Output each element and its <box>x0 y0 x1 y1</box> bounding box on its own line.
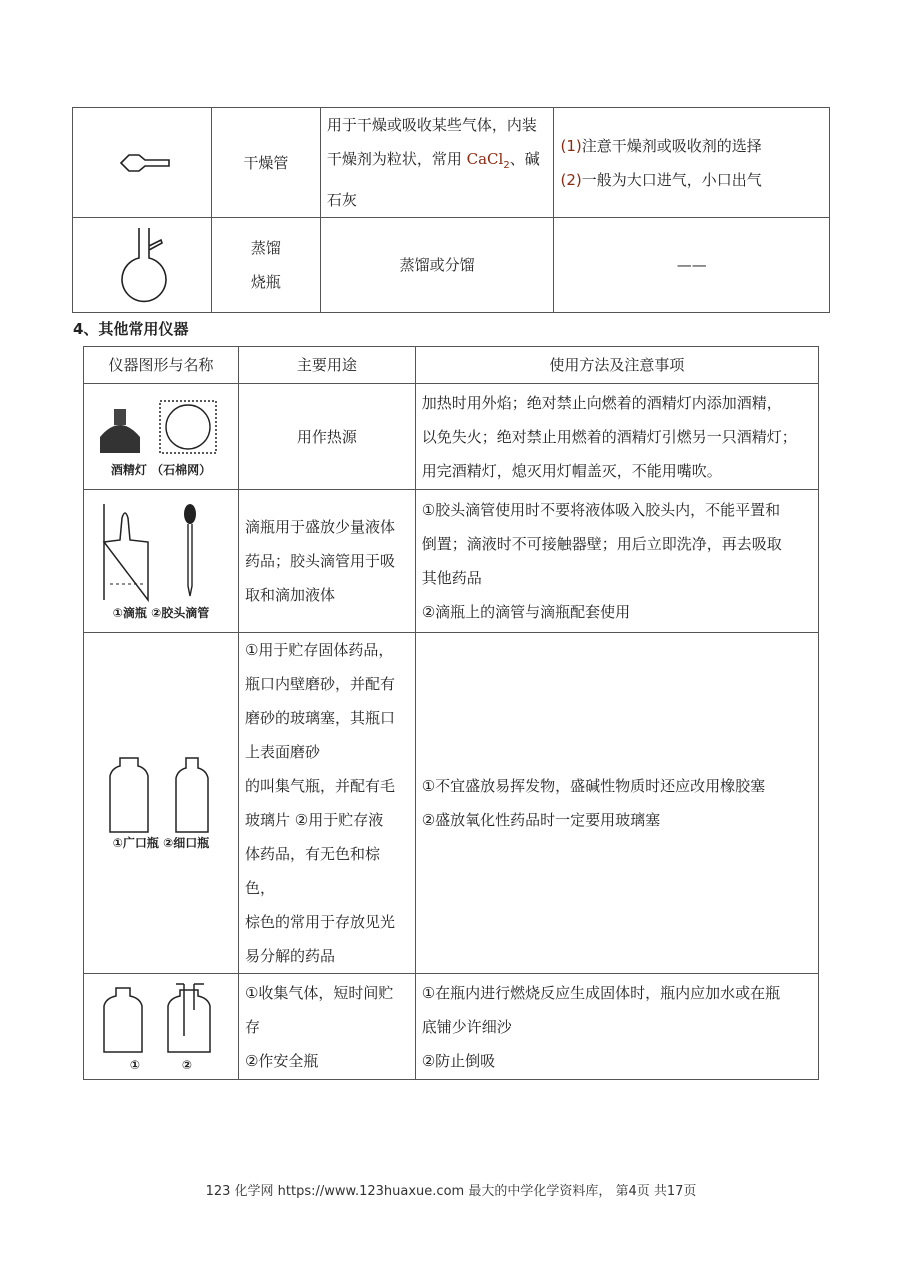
use-line <box>327 142 548 183</box>
table-row <box>73 218 830 313</box>
note-line: 以免失火；绝对禁止用燃着的酒精灯引燃另一只酒精灯； <box>421 427 797 446</box>
alcohol-lamp-figure <box>84 384 239 490</box>
note-line: 倒置；滴液时不可接触器壁；用后立即洗净，再去吸取 <box>421 535 782 553</box>
bottles-figure <box>84 633 239 974</box>
caption-dropper-bottle: ①滴瓶 <box>112 606 147 620</box>
use-line: 石灰 <box>326 191 357 209</box>
note-line <box>560 129 823 163</box>
formula-subscript: 2 <box>503 160 510 171</box>
section-title: 4、其他常用仪器 <box>73 320 189 338</box>
use-line: 的叫集气瓶，并配有毛 <box>244 777 395 795</box>
use-line: 取和滴加液体 <box>244 586 335 604</box>
use-line: 药品；胶头滴管用于吸 <box>244 552 395 570</box>
gas-bottle-figure <box>84 974 239 1080</box>
name-line: 烧瓶 <box>250 273 281 291</box>
note-line: ②防止倒吸 <box>421 1051 496 1070</box>
use-line: ①收集气体，短时间贮 <box>244 983 394 1002</box>
cacl2-formula: CaCl <box>466 150 504 168</box>
column-header: 使用方法及注意事项 <box>415 347 818 384</box>
note-line <box>560 163 823 197</box>
figure-caption <box>90 461 232 479</box>
drying-tube-use <box>320 108 554 218</box>
table-row <box>84 490 819 633</box>
caption-wide-bottle: ①广口瓶 <box>112 836 159 850</box>
caption-narrow-bottle: ②细口瓶 <box>163 836 210 850</box>
row-use <box>238 974 415 1080</box>
use-line: ①用于贮存固体药品， <box>244 641 394 659</box>
note-line: ①胶头滴管使用时不要将液体吸入胶头内，不能平置和 <box>421 501 781 519</box>
caption-bottle-1: ① <box>129 1057 141 1072</box>
reagent-bottles-icon <box>90 754 230 834</box>
note-line: ①不宜盛放易挥发物，盛碱性物质时还应改用橡胶塞 <box>421 777 766 795</box>
figure-caption <box>90 604 232 622</box>
table-row <box>84 384 819 490</box>
note-line: ①在瓶内进行燃烧反应生成固体时，瓶内应加水或在瓶 <box>421 983 781 1002</box>
note-line: 底铺少许细沙 <box>421 1017 512 1036</box>
use-line: ②作安全瓶 <box>244 1051 319 1070</box>
table-row <box>84 633 819 974</box>
distilling-flask-icon <box>79 220 205 310</box>
dropper-bottle-icon <box>90 500 230 604</box>
note-text: 一般为大口进气，小口出气 <box>581 170 762 189</box>
note-text: 注意干燥剂或吸收剂的选择 <box>581 136 762 155</box>
row-notes <box>415 633 818 974</box>
note-line: ②滴瓶上的滴管与滴瓶配套使用 <box>421 603 631 621</box>
caption-dropper: ②胶头滴管 <box>151 606 210 620</box>
row-notes <box>415 490 818 633</box>
figure-caption <box>90 834 232 852</box>
use-line: 存 <box>244 1017 260 1036</box>
note-number: (1) <box>560 136 582 155</box>
table-header-row <box>84 347 819 384</box>
distilling-flask-name <box>212 218 321 313</box>
dropper-figure <box>84 490 239 633</box>
use-text: 、碱 <box>509 150 540 168</box>
use-line: 玻璃片 ②用于贮存液 <box>244 811 384 829</box>
caption-bottle-2: ② <box>181 1057 193 1072</box>
use-line: 易分解的药品 <box>244 947 335 965</box>
note-line: 其他药品 <box>421 569 482 587</box>
row-notes <box>415 384 818 490</box>
row-use: 用作热源 <box>238 384 415 490</box>
apparatus-table-other <box>83 346 819 1080</box>
gas-bottle-icon <box>90 980 230 1056</box>
row-use <box>238 490 415 633</box>
apparatus-table-top <box>72 107 830 313</box>
figure-caption <box>90 1056 232 1074</box>
drying-tube-icon <box>79 133 205 193</box>
alcohol-lamp-icon <box>90 395 230 461</box>
row-notes <box>415 974 818 1080</box>
distilling-flask-figure <box>73 218 212 313</box>
row-use <box>238 633 415 974</box>
note-line: 用完酒精灯，熄灭用灯帽盖灭，不能用嘴吹。 <box>421 461 722 480</box>
distilling-flask-notes: —— <box>554 218 830 313</box>
use-line: 上表面磨砂 <box>244 743 320 761</box>
column-header: 仪器图形与名称 <box>84 347 239 384</box>
table-row <box>84 974 819 1080</box>
note-number: (2) <box>560 170 582 189</box>
use-line: 磨砂的玻璃塞，其瓶口 <box>244 709 395 727</box>
drying-tube-figure <box>73 108 212 218</box>
drying-tube-name: 干燥管 <box>212 108 321 218</box>
page-footer: 123 化学网 https://www.123huaxue.com 最大的中学化学资料库， 第4页 共17页 <box>205 1184 697 1199</box>
use-line: 棕色的常用于存放见光 <box>244 913 395 931</box>
use-text: 干燥剂为粒状，常用 <box>326 150 467 168</box>
column-header: 主要用途 <box>238 347 415 384</box>
caption-gauze: （石棉网） <box>151 462 212 477</box>
caption-lamp: 酒精灯 <box>110 462 147 477</box>
name-line: 蒸馏 <box>250 239 281 257</box>
use-line: 瓶口内壁磨砂，并配有 <box>244 675 395 693</box>
distilling-flask-use: 蒸馏或分馏 <box>320 218 554 313</box>
use-line: 体药品，有无色和棕色， <box>244 845 380 897</box>
note-line: 加热时用外焰；绝对禁止向燃着的酒精灯内添加酒精， <box>421 393 782 412</box>
table-row <box>73 108 830 218</box>
use-line: 滴瓶用于盛放少量液体 <box>244 518 395 536</box>
drying-tube-notes <box>554 108 830 218</box>
note-line: ②盛放氧化性药品时一定要用玻璃塞 <box>421 811 661 829</box>
use-line: 用于干燥或吸收某些气体，内装 <box>326 116 537 134</box>
